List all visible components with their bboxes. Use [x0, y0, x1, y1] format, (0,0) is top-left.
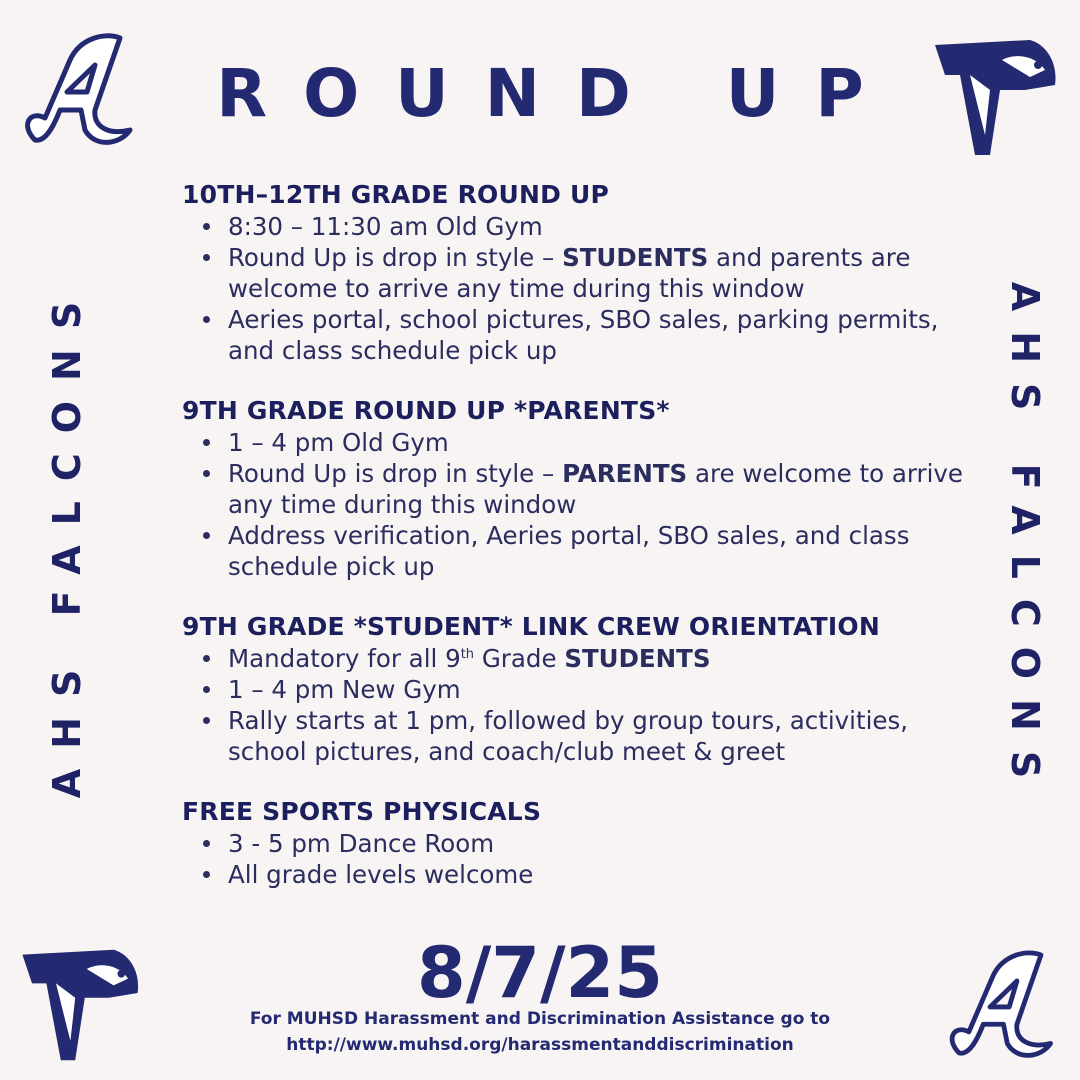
section-upperclass-round-up — [182, 180, 982, 366]
list-item: Aeries portal, school pictures, SBO sales, parking permits, and class schedule pick up — [228, 304, 982, 366]
list-item: Round Up is drop in style – STUDENTS and parents are welcome to arrive any time during this window — [228, 242, 982, 304]
section-heading: 9TH GRADE *STUDENT* LINK CREW ORIENTATION — [182, 612, 880, 641]
falcon-logo-top-right — [930, 35, 1060, 160]
footer-text: For MUHSD Harassment and Discrimination Assistance go to — [249, 1009, 831, 1029]
list-item: Round Up is drop in style – PARENTS are welcome to arrive any time during this window — [228, 458, 982, 520]
event-date: 8/7/25 — [417, 932, 663, 1014]
list-item: Address verification, Aeries portal, SBO sales, and class schedule pick up — [228, 520, 982, 582]
list-item: Rally starts at 1 pm, followed by group tours, activities, school pictures, and coach/club meet & greet — [228, 705, 982, 767]
footer-link[interactable]: http://www.muhsd.org/harassmentanddiscrimination — [286, 1035, 794, 1055]
side-banner-left: AHS FALCONS — [45, 281, 89, 799]
section-heading: 10TH–12TH GRADE ROUND UP — [182, 180, 609, 209]
list-item: 1 – 4 pm Old Gym — [228, 427, 982, 458]
section-link-crew-orientation — [182, 612, 982, 767]
braves-a-logo-top-left — [15, 30, 145, 150]
list-item: 3 - 5 pm Dance Room — [228, 828, 982, 859]
list-item: 1 – 4 pm New Gym — [228, 674, 982, 705]
event-schedule — [182, 180, 982, 920]
page-title: ROUND UP — [216, 55, 900, 132]
side-banner-right: AHS FALCONS — [1003, 281, 1047, 799]
section-sports-physicals — [182, 797, 982, 890]
section-heading: FREE SPORTS PHYSICALS — [182, 797, 542, 826]
section-freshman-parents — [182, 396, 982, 582]
list-item: Mandatory for all 9th Grade STUDENTS — [228, 643, 982, 674]
list-item: All grade levels welcome — [228, 859, 982, 890]
section-heading: 9TH GRADE ROUND UP *PARENTS* — [182, 396, 670, 425]
list-item: 8:30 – 11:30 am Old Gym — [228, 211, 982, 242]
footer-notice — [0, 1006, 1080, 1058]
